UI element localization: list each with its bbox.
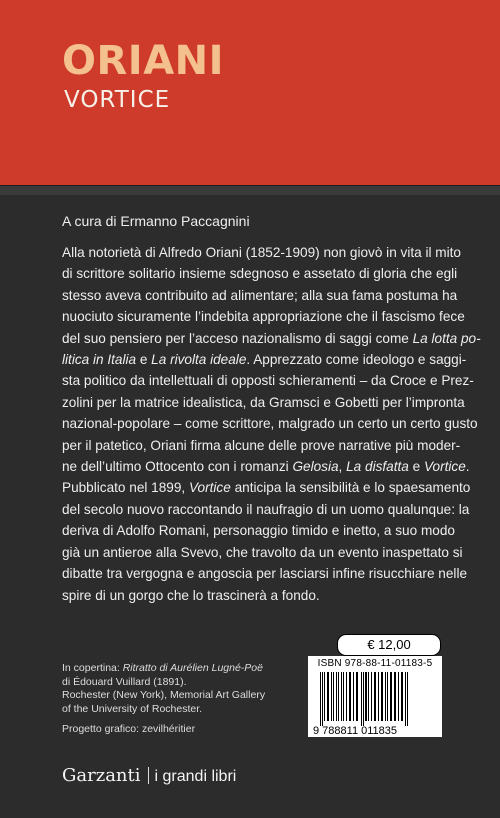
blurb-text: del suo pensiero per l’acceso nazionalismo di saggi come	[62, 330, 413, 346]
back-cover-blurb	[62, 242, 481, 606]
italic-title: Vortice	[423, 459, 466, 475]
editor-line: A cura di Ermanno Paccagnini	[62, 213, 250, 229]
barcode-bar	[322, 672, 323, 726]
isbn-label: ISBN 978-88-11-01183-5	[317, 658, 433, 669]
barcode-bar	[368, 672, 369, 721]
barcode-bar	[343, 672, 344, 721]
blurb-line	[62, 499, 470, 520]
barcode-bar	[361, 672, 362, 726]
italic-title: La lotta po-	[412, 330, 481, 346]
blurb-text: Pubblicato nel 1899,	[62, 480, 189, 496]
blurb-line	[62, 585, 440, 606]
blurb-text: dibatte tra vergogna e angoscia per lasciarsi infine risucchiare nelle	[62, 566, 468, 582]
credit-line-1	[62, 662, 302, 676]
blurb-text: del secolo nuovo raccontando il naufragio di un uomo qualunque: la	[62, 501, 470, 517]
blurb-text: .	[465, 459, 470, 475]
blurb-line	[62, 285, 458, 306]
blurb-line	[62, 370, 474, 391]
blurb-line	[62, 435, 461, 456]
credit-line-4: of the University of Rochester.	[62, 702, 203, 715]
blurb-text: . Apprezzato come ideologo e saggi-	[246, 352, 467, 368]
blurb-line	[62, 477, 471, 498]
barcode-bar	[407, 672, 408, 726]
barcode-bar	[381, 672, 383, 721]
blurb-text: spire di un gorgo che lo trascinerà a fondo.	[62, 587, 320, 603]
barcode-bar	[320, 672, 321, 726]
blurb-text: e	[136, 352, 152, 368]
blurb-line	[62, 242, 461, 263]
credit-line-2: di Édouard Vuillard (1891).	[62, 675, 187, 688]
barcode-bar	[365, 672, 367, 721]
blurb-line	[62, 542, 463, 563]
barcode-bar	[324, 672, 325, 721]
barcode-digits: 9 788811 011835	[313, 725, 398, 736]
blurb-line	[62, 520, 455, 541]
blurb-line	[62, 392, 465, 413]
barcode-bar	[333, 672, 334, 721]
barcode-bar	[338, 672, 339, 721]
barcode-bar	[405, 672, 406, 726]
blurb-line	[62, 456, 470, 477]
blurb-text: stesso aveva contribuito ad alimentare; alla sua fama postuma ha	[62, 287, 458, 303]
blurb-text: sta politico da intellettuali di opposti schieramenti – da Croce e Prez-	[62, 373, 474, 389]
barcode-bar	[394, 672, 396, 721]
blurb-text: e	[408, 459, 424, 475]
blurb-line	[62, 349, 467, 370]
blurb-text: Alla notorietà di Alfredo Oriani (1852-1909) non giovò in vita il mito	[62, 245, 461, 260]
barcode-bar	[390, 672, 392, 721]
author-name: ORIANI	[62, 38, 225, 84]
barcode-bar	[353, 672, 354, 721]
publisher-logo: Garzanti	[62, 765, 141, 786]
blurb-text: ne dell’ultimo Ottocento con i romanzi	[62, 459, 293, 475]
isbn-barcode-box	[308, 656, 442, 737]
book-title: VORTICE	[64, 87, 171, 113]
blurb-line	[62, 563, 468, 584]
footer-separator	[148, 767, 149, 784]
cover-credits	[62, 662, 302, 716]
barcode-bar	[378, 672, 379, 721]
credit-line-3: Rochester (New York), Memorial Art Gallery	[62, 689, 266, 701]
blurb-text: nazional-popolare – come scrittore, malgrado un certo un certo gusto	[62, 416, 478, 432]
divider-band	[0, 185, 500, 195]
blurb-line	[62, 413, 478, 434]
blurb-line	[62, 306, 465, 327]
blurb-text: zolini per la matrice idealistica, da Gramsci e Gobetti per l’impronta	[62, 394, 465, 410]
barcode-bar	[371, 672, 372, 721]
blurb-line	[62, 263, 458, 284]
italic-title: litica in Italia	[62, 352, 137, 368]
price-tag: € 12,00	[337, 634, 441, 656]
blurb-text: per il patetico, Oriani firma alcune delle prove narrative più moder-	[62, 437, 461, 453]
barcode-bar	[331, 672, 332, 721]
credit-prefix: In copertina:	[62, 662, 123, 674]
barcode-bar	[336, 672, 337, 721]
blurb-text: anticipa la sensibilità e lo spaesamento	[230, 480, 471, 496]
barcode-bar	[356, 672, 358, 721]
barcode-bar	[341, 672, 342, 721]
barcode-bar	[363, 672, 364, 726]
barcode-bar	[385, 672, 386, 721]
barcode	[312, 672, 438, 736]
blurb-text: ,	[338, 459, 347, 475]
italic-title: Gelosia	[292, 459, 339, 475]
series-name: i grandi libri	[154, 768, 237, 785]
barcode-bar	[327, 672, 329, 721]
blurb-text: di scrittore solitario insieme sdegnoso e assetato di gloria che egli	[62, 266, 458, 282]
barcode-bar	[346, 672, 347, 721]
artwork-title: Ritratto di Aurélien Lugné-Poë	[122, 662, 263, 674]
italic-title: La disfatta	[346, 459, 409, 475]
design-credit: Progetto grafico: zevilhéritier	[62, 723, 196, 735]
barcode-bar	[374, 672, 376, 721]
blurb-line	[62, 328, 481, 349]
barcode-bar	[387, 672, 388, 721]
italic-title: La rivolta ideale	[151, 352, 247, 368]
barcode-bar	[398, 672, 399, 721]
italic-title: Vortice	[188, 480, 231, 496]
blurb-text: deriva di Adolfo Romani, personaggio timido e inetto, a suo modo	[62, 523, 455, 539]
blurb-text: nuociuto sicuramente l’indebita appropriazione che il fascismo fece	[62, 309, 465, 325]
barcode-bar	[401, 672, 403, 721]
barcode-bar	[349, 672, 351, 721]
blurb-text: già un antieroe alla Svevo, che travolto da un evento inaspettato si	[62, 544, 463, 560]
publisher-footer	[62, 765, 236, 786]
